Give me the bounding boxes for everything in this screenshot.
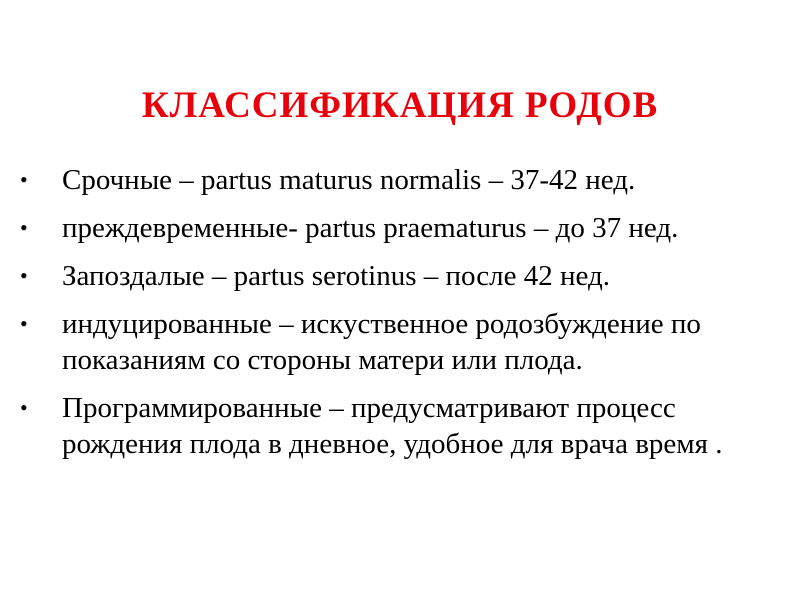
bullet-icon: • xyxy=(20,215,28,240)
list-item xyxy=(0,210,800,246)
list-item-text: Срочные – partus maturus normalis – 37-42 нед. xyxy=(62,164,636,196)
list-item-text: Запоздалые – partus serotinus – после 42 нед. xyxy=(62,260,610,292)
bullet-list xyxy=(0,162,800,474)
bullet-icon: • xyxy=(20,167,28,192)
list-item xyxy=(0,162,800,198)
list-item xyxy=(0,390,800,462)
list-item-text: индуцированные – искуственное родозбуждение по показаниям со стороны матери или плода. xyxy=(62,308,701,376)
bullet-icon: • xyxy=(20,311,28,336)
slide-title: КЛАССИФИКАЦИЯ РОДОВ xyxy=(141,85,659,126)
bullet-icon: • xyxy=(20,395,28,420)
bullet-icon: • xyxy=(20,263,28,288)
list-item-text: преждевременные- partus praematurus – до 37 нед. xyxy=(62,212,679,244)
list-item xyxy=(0,258,800,294)
list-item-text: Программированные – предусматривают процесс рождения плода в дневное, удобное для врача время . xyxy=(62,392,723,460)
list-item xyxy=(0,306,800,378)
